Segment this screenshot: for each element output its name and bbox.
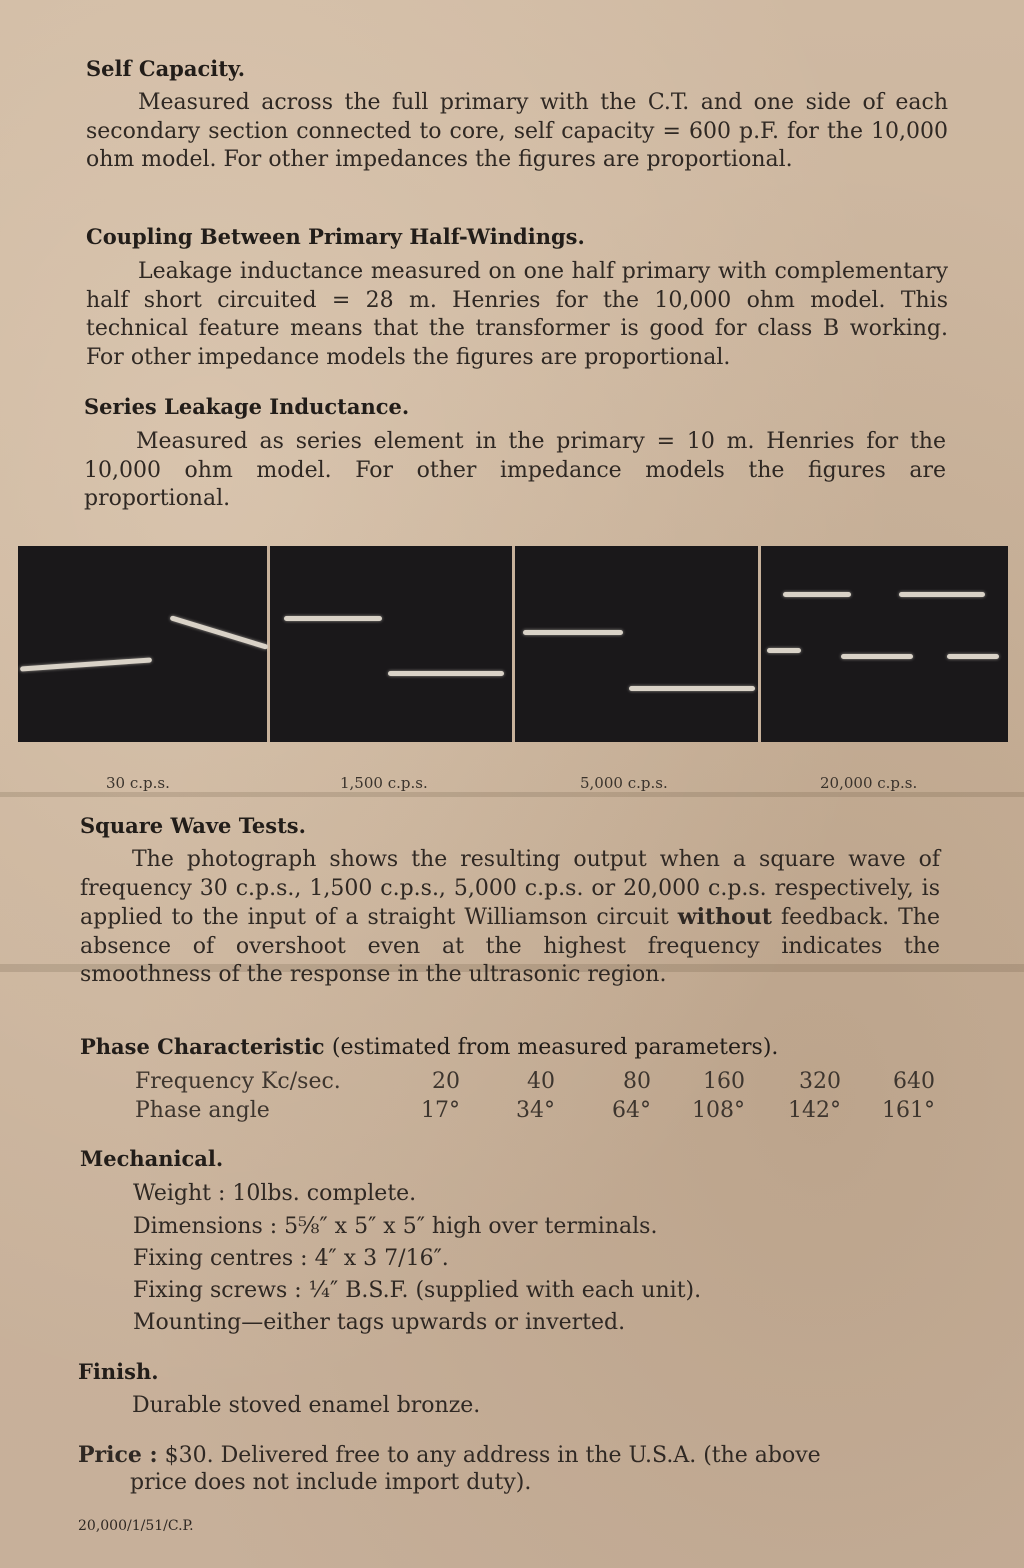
square-wave-text <box>80 846 940 990</box>
phase-table-cell: 20 <box>432 1069 460 1094</box>
waveform-trace <box>523 630 623 635</box>
waveform-trace <box>629 686 755 691</box>
phase-table-cell: 108° <box>692 1098 745 1123</box>
oscillogram-panel-5000 <box>515 546 761 742</box>
mechanical-line-mounting: Mounting—either tags upwards or inverted. <box>133 1310 626 1335</box>
phase-table-row-frequency <box>135 1069 955 1097</box>
square-wave-text-part: feedback. The absence of overshoot even at the highest frequency indicates the smoothness of the response in the ultrasonic region. <box>80 905 940 987</box>
finish-text: Durable stoved enamel bronze. <box>132 1393 481 1418</box>
mechanical-line-fixing-centres: Fixing centres : 4″ x 3 7/16″. <box>133 1246 449 1271</box>
waveform-trace <box>767 648 801 653</box>
paper-crease <box>0 792 1024 797</box>
square-wave-text-emphasis: without <box>677 904 772 930</box>
phase-table-cell: 40 <box>527 1069 555 1094</box>
waveform-trace <box>20 657 152 671</box>
phase-table-cell: 142° <box>788 1098 841 1123</box>
self-capacity-text: Measured across the full primary with the C.T. and one side of each secondary section connected to core, self capacity = 600 p.F. for the 10,000 ohm model. For other impedances the figures are proportional. <box>86 90 948 172</box>
coupling-heading: Coupling Between Primary Half-Windings. <box>86 224 585 249</box>
phase-table-row-angle <box>135 1098 955 1126</box>
phase-heading <box>80 1034 778 1060</box>
self-capacity-heading: Self Capacity. <box>86 56 246 81</box>
phase-table-cell: 17° <box>421 1098 460 1123</box>
phase-table-cell: 640 <box>893 1069 935 1094</box>
square-wave-heading: Square Wave Tests. <box>80 813 306 838</box>
mechanical-line-dimensions: Dimensions : 5⅝″ x 5″ x 5″ high over terminals. <box>133 1214 658 1239</box>
price-label: Price : <box>78 1442 158 1468</box>
phase-table-cell: 320 <box>799 1069 841 1094</box>
waveform-trace <box>284 616 382 621</box>
coupling-text: Leakage inductance measured on one half primary with complementary half short circuited = 28 m. Henries for the 10,000 ohm model. This technical feature means that the transformer is good for class B working. For other impedance models the figures are proportional. <box>86 259 948 370</box>
phase-heading-title: Phase Characteristic <box>80 1034 325 1059</box>
oscillogram-panel-30 <box>18 546 270 742</box>
mechanical-line-weight: Weight : 10lbs. complete. <box>133 1181 417 1206</box>
waveform-trace <box>388 671 504 676</box>
waveform-trace <box>947 654 999 659</box>
waveform-trace <box>169 615 268 650</box>
waveform-trace <box>899 592 985 597</box>
price-line-continued: price does not include import duty). <box>130 1470 532 1495</box>
mechanical-line-fixing-screws: Fixing screws : ¼″ B.S.F. (supplied with each unit). <box>133 1278 702 1303</box>
oscillogram-photograph <box>18 546 1008 742</box>
price-line <box>78 1442 821 1468</box>
finish-heading: Finish. <box>78 1359 159 1384</box>
oscillogram-panel-1500 <box>270 546 515 742</box>
waveform-trace <box>783 592 851 597</box>
phase-table-cell: 160 <box>703 1069 745 1094</box>
oscillogram-panel-20000 <box>761 546 1008 742</box>
square-wave-text-part: The photograph shows the resulting output when a square wave of frequency 30 c.p.s., 1,500 c.p.s., 5,000 c.p.s. or 20,000 c.p.s. respectively, is applied to the input of a straight Williamson circuit <box>80 847 940 930</box>
mechanical-heading: Mechanical. <box>80 1146 224 1171</box>
phase-table-cell: 64° <box>612 1098 651 1123</box>
photo-caption-30: 30 c.p.s. <box>106 774 170 792</box>
photo-caption-5000: 5,000 c.p.s. <box>580 774 668 792</box>
phase-heading-note: (estimated from measured parameters). <box>331 1035 779 1060</box>
series-leakage-text: Measured as series element in the primary = 10 m. Henries for the 10,000 ohm model. For other impedance models the figures are proportional. <box>84 429 946 511</box>
phase-table-row-label: Phase angle <box>135 1098 270 1123</box>
phase-table-cell: 34° <box>516 1098 555 1123</box>
phase-table-row-label: Frequency Kc/sec. <box>135 1069 341 1094</box>
series-leakage-heading: Series Leakage Inductance. <box>84 394 410 419</box>
price-text: $30. Delivered free to any address in the U.S.A. (the above <box>164 1443 821 1468</box>
photo-caption-20000: 20,000 c.p.s. <box>820 774 918 792</box>
print-code: 20,000/1/51/C.P. <box>78 1518 194 1534</box>
waveform-trace <box>841 654 913 659</box>
photo-caption-1500: 1,500 c.p.s. <box>340 774 428 792</box>
phase-table-cell: 161° <box>882 1098 935 1123</box>
phase-table-cell: 80 <box>623 1069 651 1094</box>
